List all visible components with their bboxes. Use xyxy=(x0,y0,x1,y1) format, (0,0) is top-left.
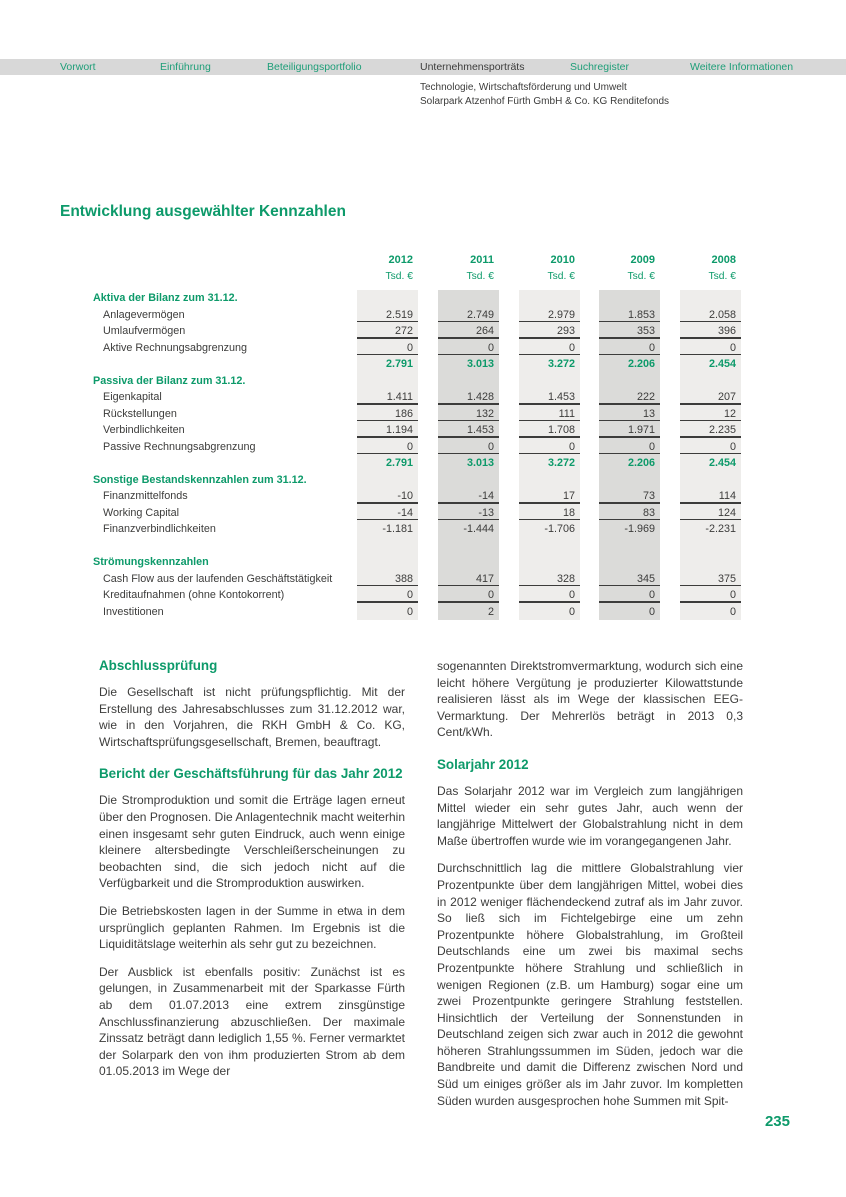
value-cell: 0 xyxy=(357,340,418,357)
table-spacer-row xyxy=(93,538,745,555)
value-cell: 328 xyxy=(519,571,580,588)
article-paragraph: Die Stromproduktion und somit die Erträge lagen erneut über den Prognosen. Die Anlagentechnik macht weiterhin einen insgesamt sehr guten Eindruck, auch wenn einige kleinere altersbedingte Verschleißerscheinungen zu beobachten sind, die sich jedoch nicht auf die Verfügbarkeit und die Stromproduktion auswirken. xyxy=(99,793,405,891)
value-cell: 1.453 xyxy=(519,389,580,406)
value-cell: -14 xyxy=(438,488,499,505)
value-cell: 0 xyxy=(406,605,413,618)
row-label: Sonstige Bestandskennzahlen zum 31.12. xyxy=(93,473,307,486)
article-heading: Solarjahr 2012 xyxy=(437,756,529,772)
table-data-row xyxy=(93,406,745,423)
row-label: Finanzmittelfonds xyxy=(103,490,188,502)
value-cell: 124 xyxy=(680,505,741,522)
top-navigation-bar xyxy=(0,59,846,75)
value-cell: 0 xyxy=(599,439,660,456)
value-cell: 0 xyxy=(599,340,660,357)
value-cell: 222 xyxy=(599,389,660,406)
sum-rule xyxy=(438,354,499,355)
year-header: 2011 xyxy=(470,254,494,266)
row-label: Passiva der Bilanz zum 31.12. xyxy=(93,374,246,387)
row-label: Passive Rechnungsabgrenzung xyxy=(103,440,256,453)
table-data-row xyxy=(93,521,745,538)
value-cell: 2.749 xyxy=(438,307,499,324)
value-cell: 2.791 xyxy=(385,358,413,370)
sum-rule xyxy=(599,337,660,338)
table-section-row xyxy=(93,290,745,307)
unit-label: Tsd. € xyxy=(547,271,575,282)
value-cell: 1.853 xyxy=(599,307,660,324)
sum-rule xyxy=(357,403,418,404)
value-cell: 2.979 xyxy=(519,307,580,324)
sum-rule xyxy=(357,502,418,503)
value-cell: -2.231 xyxy=(705,523,736,535)
value-cell: 0 xyxy=(680,439,741,456)
value-cell: 207 xyxy=(680,389,741,406)
value-cell: 396 xyxy=(680,323,741,340)
sum-rule xyxy=(680,436,741,437)
sum-rule xyxy=(519,321,580,322)
row-label: Umlaufvermögen xyxy=(103,325,186,337)
article-paragraph: Die Gesellschaft ist nicht prüfungspflichtig. Mit der Erstellung des Jahresabschlusses zum 31.12.2012 war, wie in den Vorjahren, die RKH GmbH & Co. KG, Wirtschaftsprüfungsgesellschaft, Bremen, beauftragt. xyxy=(99,685,405,749)
row-label: Aktiva der Bilanz zum 31.12. xyxy=(93,292,238,304)
table-section-row xyxy=(93,373,745,390)
page-number: 235 xyxy=(764,1113,790,1130)
value-cell: 0 xyxy=(568,605,575,618)
row-label: Anlagevermögen xyxy=(103,308,185,321)
nav-item-suchregister[interactable]: Suchregister xyxy=(570,60,629,73)
sum-rule xyxy=(357,585,418,586)
row-label: Verbindlichkeiten xyxy=(103,424,185,436)
sum-rule xyxy=(438,453,499,454)
nav-item-weitere-informationen[interactable]: Weitere Informationen xyxy=(690,60,794,73)
sum-rule xyxy=(680,585,741,586)
nav-item-vorwort[interactable]: Vorwort xyxy=(60,60,96,73)
nav-item-beteiligungsportfolio[interactable]: Beteiligungsportfolio xyxy=(267,60,362,73)
value-cell: 0 xyxy=(357,587,418,604)
sum-rule xyxy=(438,321,499,322)
value-cell: 0 xyxy=(519,587,580,604)
value-cell: -14 xyxy=(357,505,418,522)
key-figures-table xyxy=(93,250,745,622)
table-data-row xyxy=(93,488,745,505)
value-cell: 132 xyxy=(438,406,499,423)
value-cell: 114 xyxy=(680,488,741,505)
sum-rule xyxy=(519,453,580,454)
value-cell: 1.708 xyxy=(519,422,580,439)
value-cell: -1.706 xyxy=(544,523,575,535)
table-data-row xyxy=(93,389,745,406)
value-cell: 0 xyxy=(357,439,418,456)
sum-rule xyxy=(519,420,580,421)
value-cell: 353 xyxy=(599,323,660,340)
row-label: Eigenkapital xyxy=(103,391,162,403)
nav-item-unternehmensportr-ts[interactable]: Unternehmensporträts xyxy=(420,60,525,73)
sum-rule xyxy=(519,502,580,503)
sum-rule xyxy=(357,354,418,355)
sum-rule xyxy=(519,354,580,355)
breadcrumb-category: Technologie, Wirtschaftsförderung und Umwelt xyxy=(420,82,627,93)
value-cell: 73 xyxy=(599,488,660,505)
row-label: Finanzverbindlichkeiten xyxy=(103,523,216,535)
sum-rule xyxy=(680,420,741,421)
sum-rule xyxy=(599,453,660,454)
value-cell: 293 xyxy=(519,323,580,340)
value-cell: 0 xyxy=(729,605,736,618)
sum-rule xyxy=(438,502,499,503)
value-cell: 417 xyxy=(438,571,499,588)
nav-item-einf-hrung[interactable]: Einführung xyxy=(160,60,211,73)
year-header: 2008 xyxy=(711,254,736,266)
row-label: Investitionen xyxy=(103,605,164,618)
sum-rule xyxy=(519,337,580,338)
article-heading: Abschlussprüfung xyxy=(99,658,218,673)
table-body xyxy=(93,290,745,620)
value-cell: 2.058 xyxy=(680,307,741,324)
value-cell: -1.181 xyxy=(382,523,413,535)
unit-label: Tsd. € xyxy=(708,271,736,282)
table-year-header-row xyxy=(93,252,745,268)
value-cell: 0 xyxy=(438,340,499,357)
row-label: Aktive Rechnungsabgrenzung xyxy=(103,341,248,354)
row-label: Working Capital xyxy=(103,506,180,519)
value-cell: -13 xyxy=(438,505,499,522)
sum-rule xyxy=(438,436,499,437)
value-cell: 1.194 xyxy=(357,422,418,439)
value-cell: 2.454 xyxy=(708,457,736,469)
value-cell: 345 xyxy=(599,571,660,588)
article-column-left xyxy=(99,658,405,1091)
value-cell: 264 xyxy=(438,323,499,340)
article-paragraph: Durchschnittlich lag die mittlere Globalstrahlung vier Prozentpunkte über dem langjährigen Mittel, wobei dies in 2012 weniger flächendeckend zutraf als im Jahr zuvor. So ließ sich im Fichtelgebirge eine um zehn Prozentpunkte höhere Globalstrahlung, im Großteil Deutschlands eine um zwei bis maximal sechs Prozentpunkte höhere Strahlung und schließlich in wenigen Regionen (z.B. um Hamburg) sogar eine um zwei Prozentpunkte geringere Strahlung feststellen. Hinsichtlich der Verteilung der Sonnenstunden in Deutschland zeigen sich zwar auch in 2012 die gewohnt höheren Strahlungssummen im Süden, jedoch war die Bandbreite und damit die Differenz zwischen Nord und Süd um einiges größer als im Jahr zuvor. Im kompletten Süden wurden ausgesprochen hohe Summen mit Spit- xyxy=(437,861,743,1108)
value-cell: 2.519 xyxy=(357,307,418,324)
value-cell: 13 xyxy=(599,406,660,423)
article-paragraph: Der Ausblick ist ebenfalls positiv: Zunächst ist es gelungen, in Zusammenarbeit mit der Sparkasse Fürth ab dem 01.07.2013 eine extrem zinsgünstige Anschlussfinanzierung abzuschließen. Der maximale Zinssatz beträgt dann lediglich 1,55 %. Ferner vermarktet der Solarpark den von ihm produzierten Strom ab dem 01.05.2013 im Wege der xyxy=(99,964,405,1079)
sum-rule xyxy=(680,519,741,520)
sum-rule xyxy=(599,436,660,437)
sum-rule xyxy=(357,436,418,437)
value-cell: 2.235 xyxy=(680,422,741,439)
value-cell: 1.411 xyxy=(357,389,418,406)
article-paragraph: Die Betriebskosten lagen in der Summe in etwa in dem ursprünglich geplanten Rahmen. Im Ergebnis ist die Liquiditätslage weiterhin als sehr gut zu bezeichnen. xyxy=(99,903,405,952)
sum-rule xyxy=(599,403,660,404)
value-cell: 0 xyxy=(519,340,580,357)
value-cell: 388 xyxy=(357,571,418,588)
sum-rule xyxy=(680,337,741,338)
sum-rule xyxy=(438,601,499,602)
value-cell: 3.013 xyxy=(466,358,494,370)
table-section-row xyxy=(93,472,745,489)
page-title: Entwicklung ausgewählter Kennzahlen xyxy=(60,203,346,220)
sum-rule xyxy=(519,403,580,404)
article-heading: Bericht der Geschäftsführung für das Jahr 2012 xyxy=(99,766,403,782)
value-cell: 0 xyxy=(519,439,580,456)
sum-rule xyxy=(599,354,660,355)
value-cell: 83 xyxy=(599,505,660,522)
value-cell: 3.272 xyxy=(547,457,575,469)
year-header: 2010 xyxy=(550,254,575,266)
sum-rule xyxy=(680,601,741,602)
unit-label: Tsd. € xyxy=(466,271,494,282)
row-label: Strömungskennzahlen xyxy=(93,556,209,568)
value-cell: 17 xyxy=(519,488,580,505)
value-cell: 0 xyxy=(648,605,655,618)
value-cell: -1.969 xyxy=(624,523,655,535)
value-cell: 1.453 xyxy=(438,422,499,439)
value-cell: 1.428 xyxy=(438,389,499,406)
value-cell: 0 xyxy=(599,587,660,604)
value-cell: 12 xyxy=(680,406,741,423)
value-cell: 2.206 xyxy=(627,358,655,370)
sum-rule xyxy=(599,321,660,322)
value-cell: 0 xyxy=(680,587,741,604)
table-total-row xyxy=(93,356,745,373)
sum-rule xyxy=(519,601,580,602)
value-cell: 0 xyxy=(438,439,499,456)
sum-rule xyxy=(680,321,741,322)
sum-rule xyxy=(357,337,418,338)
table-section-row xyxy=(93,554,745,571)
sum-rule xyxy=(357,601,418,602)
value-cell: 0 xyxy=(680,340,741,357)
table-data-row xyxy=(93,340,745,357)
value-cell: 186 xyxy=(357,406,418,423)
sum-rule xyxy=(599,420,660,421)
sum-rule xyxy=(438,519,499,520)
table-data-row xyxy=(93,604,745,621)
sum-rule xyxy=(599,585,660,586)
year-header: 2012 xyxy=(388,254,413,266)
sum-rule xyxy=(519,585,580,586)
sum-rule xyxy=(357,420,418,421)
sum-rule xyxy=(599,519,660,520)
table-unit-header-row xyxy=(93,269,745,285)
sum-rule xyxy=(438,585,499,586)
article-column-right xyxy=(437,658,743,1120)
sum-rule xyxy=(519,519,580,520)
table-data-row xyxy=(93,323,745,340)
row-label: Kreditaufnahmen (ohne Kontokorrent) xyxy=(103,589,285,601)
value-cell: 2.791 xyxy=(385,457,413,469)
table-total-row xyxy=(93,455,745,472)
value-cell: 3.272 xyxy=(547,358,575,370)
sum-rule xyxy=(680,453,741,454)
value-cell: -10 xyxy=(357,488,418,505)
year-header: 2009 xyxy=(630,254,655,266)
sum-rule xyxy=(438,403,499,404)
table-data-row xyxy=(93,307,745,324)
sum-rule xyxy=(357,321,418,322)
value-cell: 2.206 xyxy=(627,457,655,469)
value-cell: 2 xyxy=(487,605,494,618)
table-data-row xyxy=(93,422,745,439)
table-data-row xyxy=(93,571,745,588)
table-data-row xyxy=(93,587,745,604)
sum-rule xyxy=(357,519,418,520)
sum-rule xyxy=(438,337,499,338)
row-label: Rückstellungen xyxy=(103,407,177,420)
sum-rule xyxy=(599,502,660,503)
unit-label: Tsd. € xyxy=(627,271,655,282)
sum-rule xyxy=(357,453,418,454)
breadcrumb xyxy=(420,81,669,108)
breadcrumb-company: Solarpark Atzenhof Fürth GmbH & Co. KG Renditefonds xyxy=(420,95,670,107)
sum-rule xyxy=(599,601,660,602)
sum-rule xyxy=(438,420,499,421)
value-cell: 111 xyxy=(519,406,580,423)
value-cell: -1.444 xyxy=(463,523,494,535)
value-cell: 375 xyxy=(680,571,741,588)
value-cell: 18 xyxy=(519,505,580,522)
value-cell: 0 xyxy=(438,587,499,604)
article-paragraph: sogenannten Direktstromvermarktung, wodurch sich eine leicht höhere Vergütung je produzierter Kilowattstunde realisieren lässt als im Wege der klassischen EEG-Vermarktung. Der Mehrerlös beträgt in 2013 0,3 Cent/kWh. xyxy=(437,659,743,740)
value-cell: 272 xyxy=(357,323,418,340)
sum-rule xyxy=(680,403,741,404)
table-data-row xyxy=(93,505,745,522)
sum-rule xyxy=(680,354,741,355)
sum-rule xyxy=(680,502,741,503)
value-cell: 3.013 xyxy=(466,457,494,469)
table-data-row xyxy=(93,439,745,456)
unit-label: Tsd. € xyxy=(385,271,413,282)
value-cell: 1.971 xyxy=(599,422,660,439)
article-paragraph: Das Solarjahr 2012 war im Vergleich zum langjährigen Mittel wieder ein sehr gutes Jahr, auch wenn der langjährige Mittelwert der Globalstrahlung nicht in dem Maße übertroffen wurde wie im vorangegangenen Jahr. xyxy=(437,783,743,848)
sum-rule xyxy=(519,436,580,437)
value-cell: 2.454 xyxy=(708,358,736,370)
row-label: Cash Flow aus der laufenden Geschäftstätigkeit xyxy=(103,572,333,585)
